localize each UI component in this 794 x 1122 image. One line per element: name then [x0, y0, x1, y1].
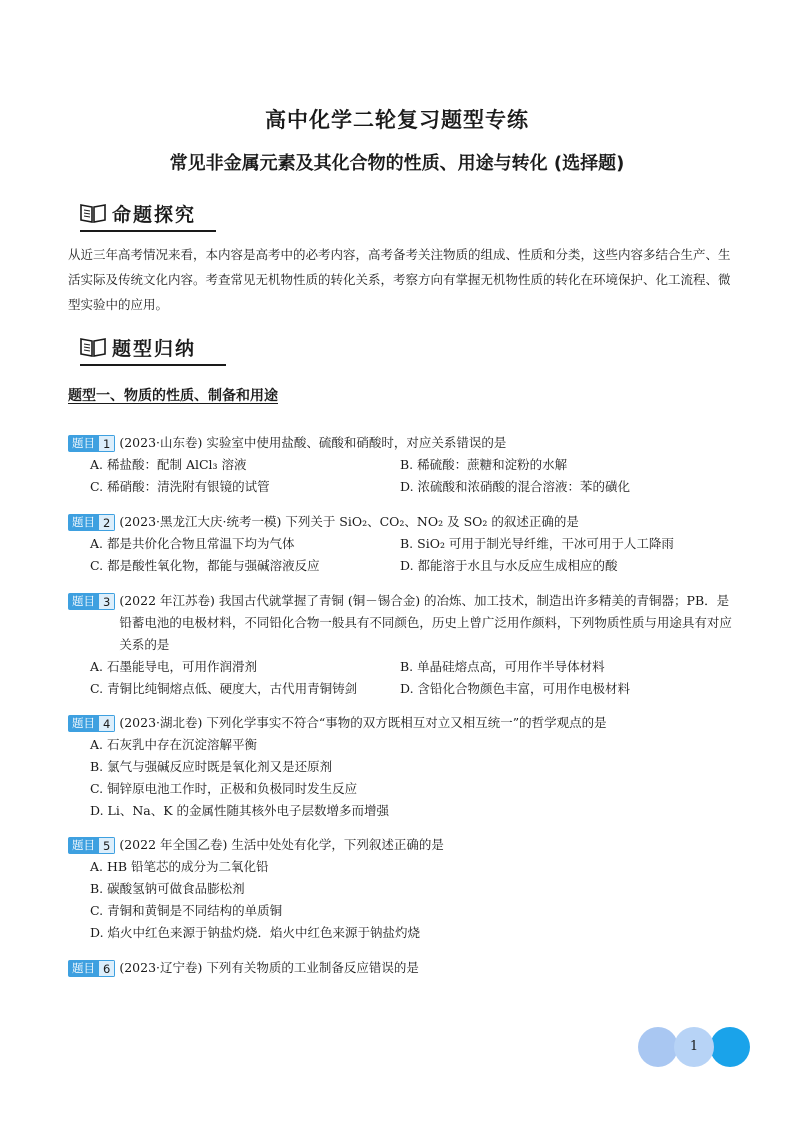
- section-heading-label: 命题探究: [112, 203, 197, 226]
- section-heading-label: 题型归纳: [112, 337, 197, 360]
- question-badge: 题目 2: [68, 514, 115, 531]
- option-c: C. 铜锌原电池工作时，正极和负极同时发生反应: [90, 781, 358, 796]
- option-b: B. 氯气与强碱反应时既是氧化剂又是还原剂: [90, 759, 333, 774]
- option-b: B. 稀硫酸：蔗糖和淀粉的水解: [400, 457, 568, 472]
- question-stem: (2023·湖北卷) 下列化学事实不符合“事物的双方既相互对立又相互统一”的哲学观点的是: [119, 715, 607, 730]
- heading-underline: [80, 364, 226, 366]
- option-b: B. 碳酸氢钠可做食品膨松剂: [90, 881, 245, 896]
- option-d: D. 焰火中红色来源于钠盐灼烧．焰火中红色来源于钠盐灼烧: [90, 925, 421, 940]
- question-badge: 题目 6: [68, 960, 115, 977]
- question-badge: 题目 3: [68, 593, 115, 610]
- question-stem: (2023·辽宁卷) 下列有关物质的工业制备反应错误的是: [119, 960, 419, 975]
- page-title: 高中化学二轮复习题型专练: [265, 108, 529, 132]
- question-2: [68, 511, 732, 577]
- question-stem: (2022 年江苏卷) 我国古代就掌握了青铜 (铜－锡合金) 的冶炼、加工技术，制造出许多精美的青铜器；PB．是铅蓄电池的电极材料，不同铅化合物一般具有不同颜色，历史上曾广泛用作颜料，下列物质性质与用途具有对应关系的是: [119, 593, 732, 652]
- question-badge: 题目 4: [68, 715, 115, 732]
- option-c: C. 稀硝酸：清洗附有银镜的试管: [90, 479, 270, 494]
- page-number: 1: [689, 1039, 699, 1054]
- question-3: [68, 590, 732, 700]
- option-c: C. 青铜和黄铜是不同结构的单质铜: [90, 903, 283, 918]
- option-d: D. 含铅化合物颜色丰富，可用作电极材料: [400, 681, 631, 696]
- decor-circle: [638, 1027, 678, 1067]
- section-heading-exploration: [80, 196, 196, 230]
- option-c: C. 青铜比纯铜熔点低、硬度大，古代用青铜铸剑: [90, 681, 358, 696]
- page-subtitle: 常见非金属元素及其化合物的性质、用途与转化 (选择题): [169, 153, 625, 174]
- heading-underline: [80, 230, 216, 232]
- option-a: A. 石灰乳中存在沉淀溶解平衡: [90, 737, 257, 752]
- question-4: [68, 712, 732, 822]
- option-a: A. HB 铅笔芯的成分为二氧化铅: [90, 859, 269, 874]
- question-stem: (2022 年全国乙卷) 生活中处处有化学，下列叙述正确的是: [119, 837, 444, 852]
- option-a: A. 稀盐酸：配制 AlCl₃ 溶液: [90, 457, 247, 472]
- question-stem: (2023·山东卷) 实验室中使用盐酸、硫酸和硝酸时，对应关系错误的是: [119, 435, 507, 450]
- question-5: [68, 834, 732, 944]
- question-6: [68, 957, 732, 979]
- option-d: D. 浓硫酸和浓硝酸的混合溶液：苯的磺化: [400, 479, 631, 494]
- option-d: D. 都能溶于水且与水反应生成相应的酸: [400, 558, 618, 573]
- option-c: C. 都是酸性氧化物，都能与强碱溶液反应: [90, 558, 320, 573]
- option-a: A. 石墨能导电，可用作润滑剂: [90, 659, 257, 674]
- option-b: B. 单晶硅熔点高，可用作半导体材料: [400, 659, 605, 674]
- question-stem: (2023·黑龙江大庆·统考一模) 下列关于 SiO₂、CO₂、NO₂ 及 SO₂ 的叙述正确的是: [119, 514, 579, 529]
- section-heading-types: [80, 330, 196, 364]
- type-heading: 题型一、物质的性质、制备和用途: [68, 388, 278, 404]
- book-icon: [80, 337, 106, 357]
- option-a: A. 都是共价化合物且常温下均为气体: [90, 536, 295, 551]
- decor-circle: [710, 1027, 750, 1067]
- option-d: D. Li、Na、K 的金属性随其核外电子层数增多而增强: [90, 803, 390, 818]
- question-badge: 题目 1: [68, 435, 115, 452]
- option-b: B. SiO₂ 可用于制光导纤维，干冰可用于人工降雨: [400, 536, 674, 551]
- intro-paragraph: 从近三年高考情况来看，本内容是高考中的必考内容，高考备考关注物质的组成、性质和分类，这些内容多结合生产、生活实际及传统文化内容。考查常见无机物性质的转化关系，考察方向有掌握无机物性质的转化在环境保护、化工流程、微型实验中的应用。: [68, 247, 731, 312]
- book-icon: [80, 203, 106, 223]
- question-1: [68, 432, 732, 498]
- page-number-badge: [638, 1027, 750, 1067]
- question-badge: 题目 5: [68, 837, 115, 854]
